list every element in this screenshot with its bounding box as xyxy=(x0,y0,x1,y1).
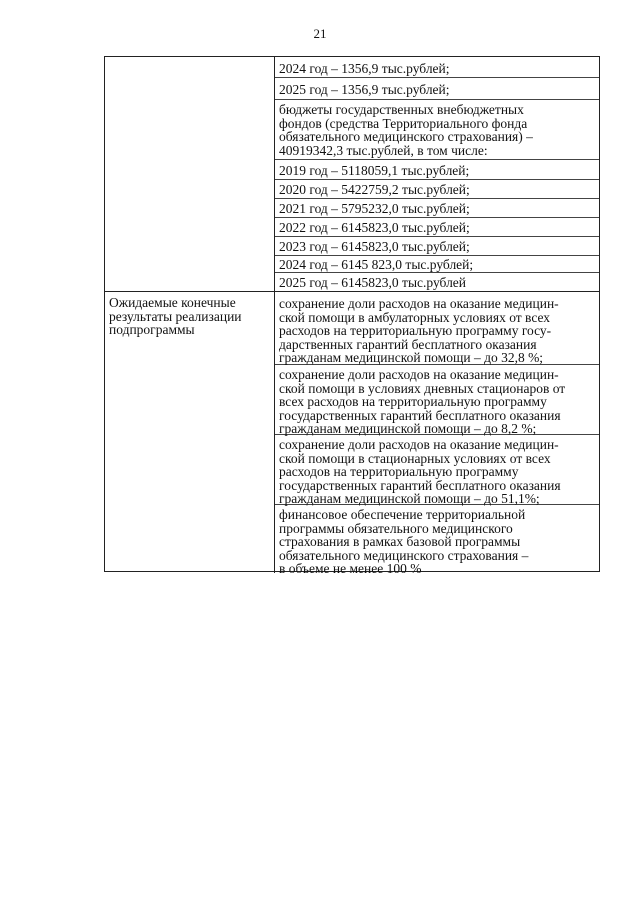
funding-line: 2025 год – 1356,9 тыс.рублей; xyxy=(275,78,599,100)
funding-line: 2021 год – 5795232,0 тыс.рублей; xyxy=(275,199,599,218)
funding-line: 2020 год – 5422759,2 тыс.рублей; xyxy=(275,180,599,199)
funding-line: 2023 год – 6145823,0 тыс.рублей; xyxy=(275,237,599,256)
funding-line: 2024 год – 6145 823,0 тыс.рублей; xyxy=(275,256,599,273)
result-item: финансовое обеспечение территориальной программы обязательного медицинского страхования в рамках базовой программы обязательного медицинского страхования – в объеме не менее 100 % xyxy=(279,507,529,576)
funding-line: 2022 год – 6145823,0 тыс.рублей; xyxy=(275,218,599,237)
funding-line: 2024 год – 1356,9 тыс.рублей; xyxy=(275,57,599,78)
funding-line: бюджеты государственных внебюджетных фондов (средства Территориального фонда обязательного медицинского страхования) – 40919342,3 тыс.рублей, в том числе: xyxy=(275,100,599,160)
row-label-cell xyxy=(105,292,275,573)
row-label xyxy=(105,57,274,59)
passport-table xyxy=(104,56,600,576)
row-label: Ожидаемые конечные результаты реализации подпрограммы xyxy=(109,295,242,337)
funding-line: 2025 год – 6145823,0 тыс.рублей xyxy=(279,275,467,290)
page-number: 21 xyxy=(313,26,327,41)
result-item: сохранение доли расходов на оказание медицин- ской помощи в стационарных условиях от всех расходов на территориальную программу государственных гарантий бесплатного оказания гражданам медицинской помощи – до 51,1%; xyxy=(275,435,599,505)
result-item: сохранение доли расходов на оказание медицин- ской помощи в амбулаторных условиях от всех расходов на территориальную программу госу- дарственных гарантий бесплатного оказания гражданам медицинской помощи – до 32,8 %; xyxy=(275,292,599,365)
row-value-cell xyxy=(275,57,599,291)
table-row-expected-results xyxy=(105,291,599,576)
funding-line: 2019 год – 5118059,1 тыс.рублей; xyxy=(275,160,599,180)
result-item: сохранение доли расходов на оказание медицин- ской помощи в условиях дневных стационаров от всех расходов на территориальную программу государственных гарантий бесплатного оказания гражданам медицинской помощи – до 8,2 %; xyxy=(275,365,599,435)
row-value-cell xyxy=(275,292,599,576)
row-label-cell xyxy=(105,57,275,291)
table-row-funding xyxy=(105,57,599,291)
